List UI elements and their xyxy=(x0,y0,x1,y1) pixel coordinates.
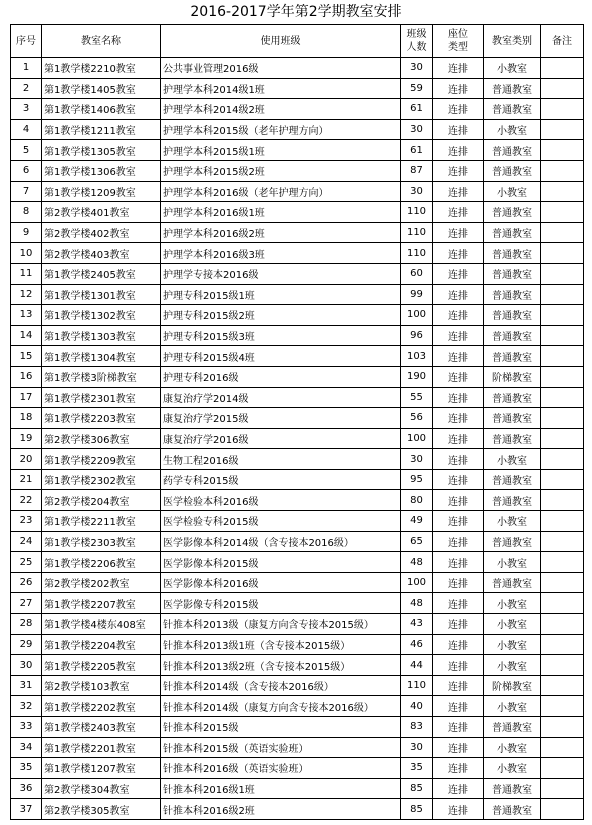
cell-room-type: 普通教室 xyxy=(484,429,541,450)
cell-note xyxy=(541,202,584,223)
cell-count: 96 xyxy=(401,326,433,347)
cell-class: 护理学本科2015级（老年护理方向） xyxy=(161,120,401,141)
cell-room-type: 普通教室 xyxy=(484,140,541,161)
cell-room-type: 小教室 xyxy=(484,120,541,141)
cell-seat-type: 连排 xyxy=(433,161,484,182)
cell-class: 护理专科2016级 xyxy=(161,367,401,388)
cell-room: 第1教学楼1406教室 xyxy=(42,99,161,120)
cell-room-type: 小教室 xyxy=(484,655,541,676)
cell-seq: 36 xyxy=(11,779,42,800)
cell-seq: 30 xyxy=(11,655,42,676)
cell-room: 第2教学楼304教室 xyxy=(42,779,161,800)
cell-count: 30 xyxy=(401,120,433,141)
cell-seat-type: 连排 xyxy=(433,552,484,573)
cell-room: 第1教学楼2303教室 xyxy=(42,532,161,553)
cell-seq: 25 xyxy=(11,552,42,573)
cell-seat-type: 连排 xyxy=(433,635,484,656)
cell-class: 医学影像本科2014级（含专接本2016级） xyxy=(161,532,401,553)
cell-room-type: 普通教室 xyxy=(484,799,541,820)
cell-seq: 15 xyxy=(11,346,42,367)
cell-room: 第1教学楼4楼东408室 xyxy=(42,614,161,635)
cell-room-type: 小教室 xyxy=(484,738,541,759)
cell-room: 第1教学楼2202教室 xyxy=(42,696,161,717)
cell-count: 85 xyxy=(401,799,433,820)
cell-seat-type: 连排 xyxy=(433,696,484,717)
cell-seq: 14 xyxy=(11,326,42,347)
cell-note xyxy=(541,532,584,553)
cell-seq: 26 xyxy=(11,573,42,594)
cell-class: 护理专科2015级3班 xyxy=(161,326,401,347)
cell-room: 第2教学楼202教室 xyxy=(42,573,161,594)
cell-room-type: 普通教室 xyxy=(484,470,541,491)
cell-class: 医学检验本科2016级 xyxy=(161,490,401,511)
cell-seq: 5 xyxy=(11,140,42,161)
header-room: 教室名称 xyxy=(42,25,161,58)
cell-room: 第2教学楼204教室 xyxy=(42,490,161,511)
cell-class: 医学影像本科2016级 xyxy=(161,573,401,594)
cell-note xyxy=(541,305,584,326)
cell-room: 第1教学楼1211教室 xyxy=(42,120,161,141)
cell-room-type: 小教室 xyxy=(484,635,541,656)
cell-room: 第1教学楼1304教室 xyxy=(42,346,161,367)
cell-seat-type: 连排 xyxy=(433,614,484,635)
cell-class: 护理专科2015级2班 xyxy=(161,305,401,326)
cell-class: 针推本科2014级（含专接本2016级） xyxy=(161,676,401,697)
cell-class: 护理学本科2015级1班 xyxy=(161,140,401,161)
cell-seq: 31 xyxy=(11,676,42,697)
cell-room-type: 普通教室 xyxy=(484,388,541,409)
cell-count: 190 xyxy=(401,367,433,388)
cell-class: 针推本科2014级（康复方向含专接本2016级） xyxy=(161,696,401,717)
cell-room-type: 普通教室 xyxy=(484,79,541,100)
cell-class: 针推本科2013级（康复方向含专接本2015级） xyxy=(161,614,401,635)
cell-seat-type: 连排 xyxy=(433,305,484,326)
cell-class: 针推本科2013级2班（含专接本2015级） xyxy=(161,655,401,676)
cell-count: 99 xyxy=(401,285,433,306)
cell-room: 第1教学楼1305教室 xyxy=(42,140,161,161)
cell-room-type: 小教室 xyxy=(484,511,541,532)
cell-room: 第1教学楼2209教室 xyxy=(42,449,161,470)
cell-seq: 24 xyxy=(11,532,42,553)
cell-room: 第1教学楼2204教室 xyxy=(42,635,161,656)
cell-count: 59 xyxy=(401,79,433,100)
cell-seat-type: 连排 xyxy=(433,717,484,738)
cell-count: 100 xyxy=(401,429,433,450)
cell-note xyxy=(541,429,584,450)
cell-room-type: 普通教室 xyxy=(484,305,541,326)
cell-room-type: 小教室 xyxy=(484,449,541,470)
cell-seat-type: 连排 xyxy=(433,408,484,429)
cell-seat-type: 连排 xyxy=(433,388,484,409)
cell-seq: 17 xyxy=(11,388,42,409)
cell-class: 护理学本科2014级1班 xyxy=(161,79,401,100)
cell-room-type: 阶梯教室 xyxy=(484,676,541,697)
cell-seq: 35 xyxy=(11,758,42,779)
cell-count: 30 xyxy=(401,449,433,470)
cell-seq: 19 xyxy=(11,429,42,450)
cell-room-type: 小教室 xyxy=(484,614,541,635)
cell-note xyxy=(541,717,584,738)
cell-room: 第1教学楼2201教室 xyxy=(42,738,161,759)
cell-class: 针推本科2016级（英语实验班） xyxy=(161,758,401,779)
classroom-table xyxy=(10,24,584,820)
cell-class: 护理学本科2016级（老年护理方向） xyxy=(161,182,401,203)
cell-seat-type: 连排 xyxy=(433,346,484,367)
cell-count: 103 xyxy=(401,346,433,367)
cell-seat-type: 连排 xyxy=(433,573,484,594)
cell-class: 针推本科2015级（英语实验班） xyxy=(161,738,401,759)
cell-class: 针推本科2015级 xyxy=(161,717,401,738)
cell-class: 康复治疗学2014级 xyxy=(161,388,401,409)
cell-note xyxy=(541,799,584,820)
cell-room-type: 普通教室 xyxy=(484,99,541,120)
cell-count: 95 xyxy=(401,470,433,491)
cell-seq: 33 xyxy=(11,717,42,738)
cell-class: 针推本科2016级2班 xyxy=(161,799,401,820)
header-seat-type: 座位 类型 xyxy=(433,25,484,58)
cell-seq: 3 xyxy=(11,99,42,120)
cell-room-type: 普通教室 xyxy=(484,223,541,244)
cell-note xyxy=(541,490,584,511)
cell-note xyxy=(541,243,584,264)
cell-room: 第2教学楼103教室 xyxy=(42,676,161,697)
cell-note xyxy=(541,738,584,759)
cell-seq: 12 xyxy=(11,285,42,306)
cell-room: 第2教学楼403教室 xyxy=(42,243,161,264)
cell-count: 49 xyxy=(401,511,433,532)
cell-room: 第1教学楼1302教室 xyxy=(42,305,161,326)
cell-count: 40 xyxy=(401,696,433,717)
cell-seat-type: 连排 xyxy=(433,99,484,120)
cell-note xyxy=(541,140,584,161)
cell-count: 30 xyxy=(401,182,433,203)
cell-room: 第1教学楼3阶梯教室 xyxy=(42,367,161,388)
cell-room-type: 普通教室 xyxy=(484,490,541,511)
cell-note xyxy=(541,676,584,697)
cell-note xyxy=(541,614,584,635)
cell-note xyxy=(541,120,584,141)
cell-count: 44 xyxy=(401,655,433,676)
cell-seat-type: 连排 xyxy=(433,243,484,264)
cell-class: 针推本科2013级1班（含专接本2015级） xyxy=(161,635,401,656)
cell-seq: 20 xyxy=(11,449,42,470)
cell-count: 55 xyxy=(401,388,433,409)
cell-note xyxy=(541,655,584,676)
cell-seq: 11 xyxy=(11,264,42,285)
cell-seq: 37 xyxy=(11,799,42,820)
cell-note xyxy=(541,367,584,388)
cell-count: 61 xyxy=(401,99,433,120)
cell-note xyxy=(541,552,584,573)
cell-class: 护理学本科2016级1班 xyxy=(161,202,401,223)
cell-class: 护理学本科2014级2班 xyxy=(161,99,401,120)
cell-seq: 23 xyxy=(11,511,42,532)
cell-room: 第1教学楼2211教室 xyxy=(42,511,161,532)
cell-class: 护理学专接本2016级 xyxy=(161,264,401,285)
cell-seat-type: 连排 xyxy=(433,779,484,800)
cell-room: 第1教学楼1306教室 xyxy=(42,161,161,182)
cell-room: 第1教学楼1209教室 xyxy=(42,182,161,203)
header-room-type: 教室类别 xyxy=(484,25,541,58)
cell-note xyxy=(541,449,584,470)
cell-class: 护理学本科2015级2班 xyxy=(161,161,401,182)
header-class: 使用班级 xyxy=(161,25,401,58)
cell-seat-type: 连排 xyxy=(433,738,484,759)
cell-seat-type: 连排 xyxy=(433,182,484,203)
cell-seq: 4 xyxy=(11,120,42,141)
cell-seq: 9 xyxy=(11,223,42,244)
cell-class: 护理专科2015级1班 xyxy=(161,285,401,306)
cell-room-type: 普通教室 xyxy=(484,346,541,367)
cell-class: 护理专科2015级4班 xyxy=(161,346,401,367)
cell-seq: 34 xyxy=(11,738,42,759)
cell-note xyxy=(541,635,584,656)
cell-count: 65 xyxy=(401,532,433,553)
cell-note xyxy=(541,79,584,100)
cell-note xyxy=(541,573,584,594)
cell-count: 60 xyxy=(401,264,433,285)
cell-note xyxy=(541,511,584,532)
cell-count: 43 xyxy=(401,614,433,635)
cell-room: 第2教学楼305教室 xyxy=(42,799,161,820)
header-count: 班级 人数 xyxy=(401,25,433,58)
cell-seat-type: 连排 xyxy=(433,326,484,347)
cell-room-type: 阶梯教室 xyxy=(484,367,541,388)
cell-seat-type: 连排 xyxy=(433,490,484,511)
cell-seq: 10 xyxy=(11,243,42,264)
cell-room-type: 普通教室 xyxy=(484,285,541,306)
cell-count: 100 xyxy=(401,573,433,594)
cell-note xyxy=(541,696,584,717)
cell-room-type: 小教室 xyxy=(484,593,541,614)
header-note: 备注 xyxy=(541,25,584,58)
cell-count: 110 xyxy=(401,223,433,244)
cell-room-type: 小教室 xyxy=(484,182,541,203)
cell-room: 第1教学楼1301教室 xyxy=(42,285,161,306)
cell-class: 医学检验专科2015级 xyxy=(161,511,401,532)
cell-seq: 29 xyxy=(11,635,42,656)
cell-class: 针推本科2016级1班 xyxy=(161,779,401,800)
cell-note xyxy=(541,470,584,491)
cell-note xyxy=(541,99,584,120)
cell-seat-type: 连排 xyxy=(433,264,484,285)
cell-class: 医学影像专科2015级 xyxy=(161,593,401,614)
cell-seat-type: 连排 xyxy=(433,593,484,614)
cell-seat-type: 连排 xyxy=(433,676,484,697)
cell-count: 48 xyxy=(401,593,433,614)
cell-seq: 27 xyxy=(11,593,42,614)
cell-count: 100 xyxy=(401,305,433,326)
cell-seat-type: 连排 xyxy=(433,79,484,100)
cell-room: 第1教学楼2207教室 xyxy=(42,593,161,614)
cell-note xyxy=(541,779,584,800)
cell-room: 第1教学楼1405教室 xyxy=(42,79,161,100)
cell-seat-type: 连排 xyxy=(433,58,484,79)
cell-seat-type: 连排 xyxy=(433,367,484,388)
cell-room-type: 普通教室 xyxy=(484,326,541,347)
cell-note xyxy=(541,326,584,347)
cell-seq: 8 xyxy=(11,202,42,223)
cell-room-type: 普通教室 xyxy=(484,779,541,800)
cell-room: 第1教学楼2405教室 xyxy=(42,264,161,285)
cell-room: 第2教学楼401教室 xyxy=(42,202,161,223)
cell-count: 110 xyxy=(401,676,433,697)
cell-note xyxy=(541,223,584,244)
cell-class: 生物工程2016级 xyxy=(161,449,401,470)
cell-note xyxy=(541,408,584,429)
cell-room: 第1教学楼2210教室 xyxy=(42,58,161,79)
cell-count: 110 xyxy=(401,243,433,264)
header-seq: 序号 xyxy=(11,25,42,58)
cell-class: 康复治疗学2015级 xyxy=(161,408,401,429)
cell-seat-type: 连排 xyxy=(433,449,484,470)
cell-room-type: 普通教室 xyxy=(484,264,541,285)
cell-count: 110 xyxy=(401,202,433,223)
cell-room: 第1教学楼2205教室 xyxy=(42,655,161,676)
cell-room-type: 小教室 xyxy=(484,58,541,79)
cell-room: 第1教学楼1303教室 xyxy=(42,326,161,347)
cell-room-type: 普通教室 xyxy=(484,717,541,738)
cell-seat-type: 连排 xyxy=(433,285,484,306)
cell-note xyxy=(541,285,584,306)
cell-count: 46 xyxy=(401,635,433,656)
cell-class: 公共事业管理2016级 xyxy=(161,58,401,79)
cell-seq: 2 xyxy=(11,79,42,100)
cell-room: 第1教学楼2302教室 xyxy=(42,470,161,491)
cell-note xyxy=(541,182,584,203)
cell-count: 56 xyxy=(401,408,433,429)
cell-seq: 16 xyxy=(11,367,42,388)
cell-room: 第2教学楼306教室 xyxy=(42,429,161,450)
cell-count: 61 xyxy=(401,140,433,161)
cell-room-type: 普通教室 xyxy=(484,243,541,264)
cell-seq: 1 xyxy=(11,58,42,79)
cell-seat-type: 连排 xyxy=(433,223,484,244)
cell-seq: 13 xyxy=(11,305,42,326)
cell-room-type: 小教室 xyxy=(484,552,541,573)
cell-room: 第1教学楼1207教室 xyxy=(42,758,161,779)
cell-class: 护理学本科2016级3班 xyxy=(161,243,401,264)
cell-seq: 7 xyxy=(11,182,42,203)
cell-seat-type: 连排 xyxy=(433,799,484,820)
cell-class: 护理学本科2016级2班 xyxy=(161,223,401,244)
cell-seq: 28 xyxy=(11,614,42,635)
cell-note xyxy=(541,346,584,367)
cell-room: 第2教学楼402教室 xyxy=(42,223,161,244)
page-title: 2016-2017学年第2学期教室安排 xyxy=(190,4,402,20)
cell-class: 医学影像本科2015级 xyxy=(161,552,401,573)
cell-seq: 22 xyxy=(11,490,42,511)
cell-seq: 6 xyxy=(11,161,42,182)
cell-seq: 32 xyxy=(11,696,42,717)
cell-room: 第1教学楼2301教室 xyxy=(42,388,161,409)
cell-count: 35 xyxy=(401,758,433,779)
cell-room-type: 小教室 xyxy=(484,696,541,717)
cell-note xyxy=(541,264,584,285)
cell-seat-type: 连排 xyxy=(433,429,484,450)
cell-count: 83 xyxy=(401,717,433,738)
cell-seat-type: 连排 xyxy=(433,511,484,532)
cell-count: 30 xyxy=(401,738,433,759)
cell-seat-type: 连排 xyxy=(433,532,484,553)
cell-count: 87 xyxy=(401,161,433,182)
cell-count: 80 xyxy=(401,490,433,511)
cell-seat-type: 连排 xyxy=(433,202,484,223)
cell-note xyxy=(541,58,584,79)
cell-room-type: 普通教室 xyxy=(484,202,541,223)
cell-count: 30 xyxy=(401,58,433,79)
cell-class: 康复治疗学2016级 xyxy=(161,429,401,450)
cell-seat-type: 连排 xyxy=(433,655,484,676)
cell-room-type: 普通教室 xyxy=(484,161,541,182)
cell-note xyxy=(541,758,584,779)
cell-seat-type: 连排 xyxy=(433,120,484,141)
cell-room-type: 小教室 xyxy=(484,758,541,779)
cell-room: 第1教学楼2403教室 xyxy=(42,717,161,738)
cell-note xyxy=(541,388,584,409)
cell-room: 第1教学楼2206教室 xyxy=(42,552,161,573)
cell-note xyxy=(541,161,584,182)
cell-class: 药学专科2015级 xyxy=(161,470,401,491)
cell-seat-type: 连排 xyxy=(433,758,484,779)
cell-seq: 21 xyxy=(11,470,42,491)
cell-room: 第1教学楼2203教室 xyxy=(42,408,161,429)
cell-note xyxy=(541,593,584,614)
cell-room-type: 普通教室 xyxy=(484,408,541,429)
cell-room-type: 普通教室 xyxy=(484,532,541,553)
cell-room-type: 普通教室 xyxy=(484,573,541,594)
cell-count: 85 xyxy=(401,779,433,800)
cell-seat-type: 连排 xyxy=(433,140,484,161)
cell-seat-type: 连排 xyxy=(433,470,484,491)
cell-count: 48 xyxy=(401,552,433,573)
cell-seq: 18 xyxy=(11,408,42,429)
